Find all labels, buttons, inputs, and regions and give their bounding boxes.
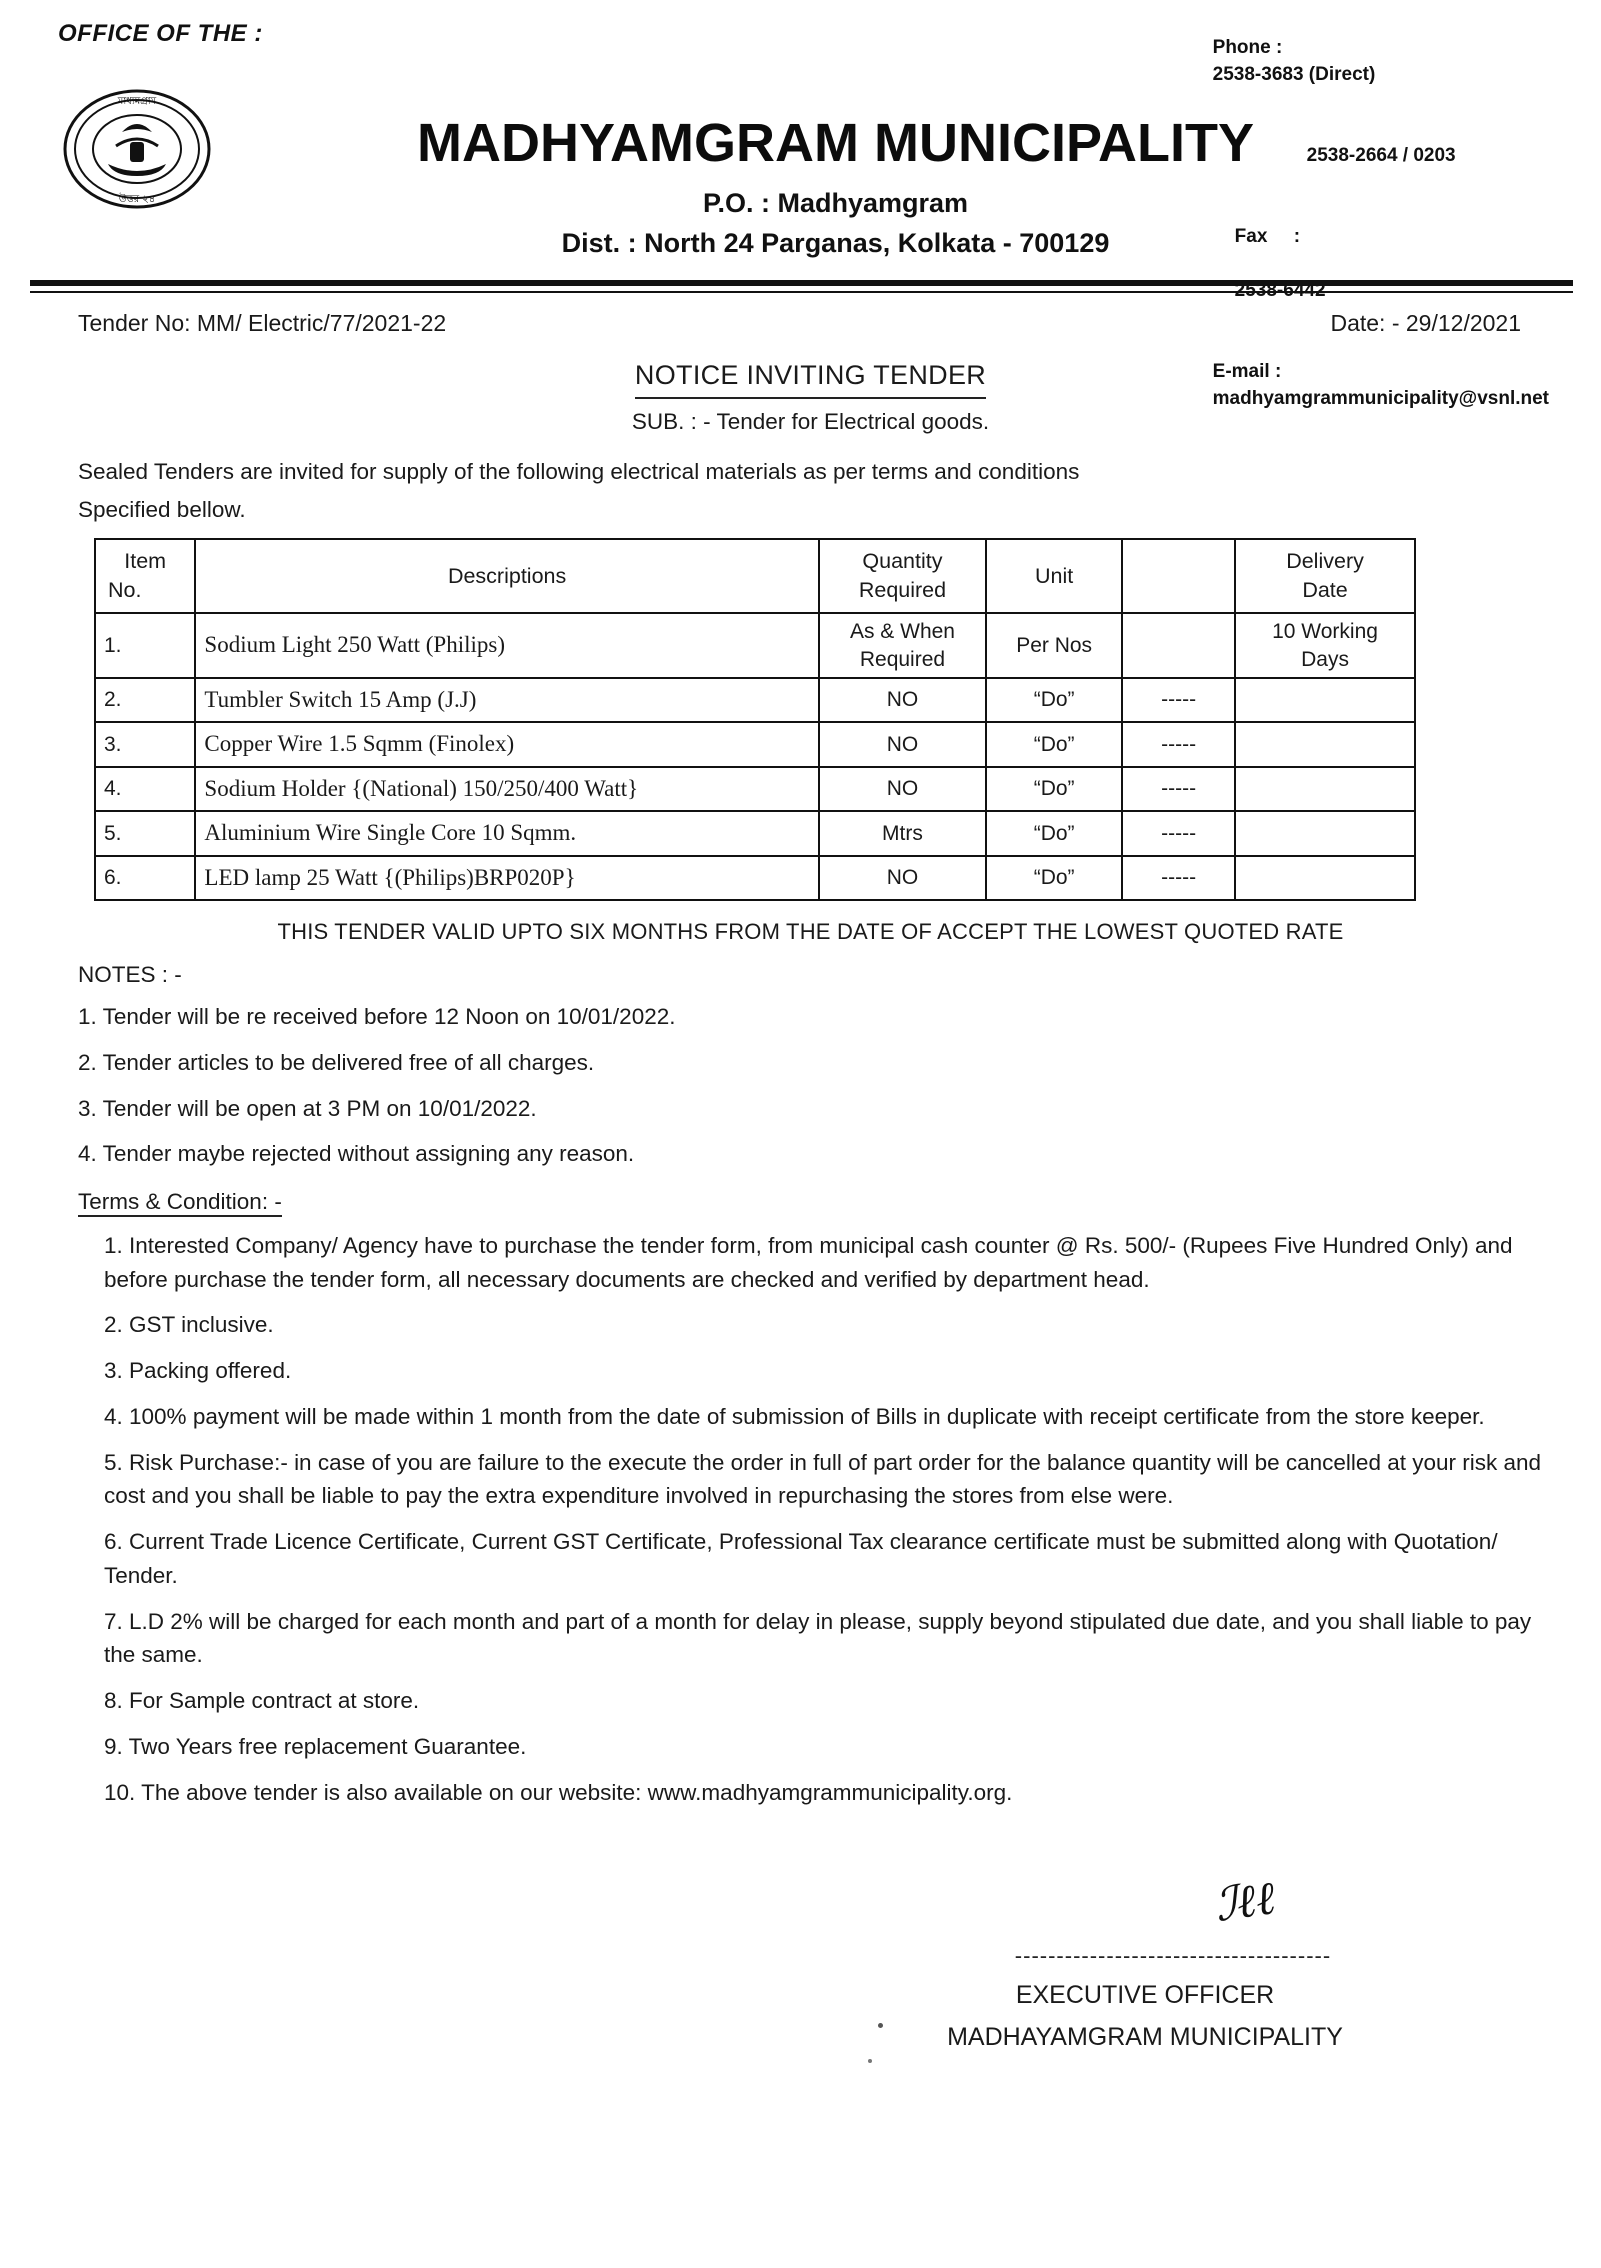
th-quantity-l1: Quantity <box>862 549 943 574</box>
th-quantity-l2: Required <box>858 578 947 603</box>
svg-text:মাধ্যমগ্রাম: মাধ্যমগ্রাম <box>117 96 157 107</box>
term-item: 6. Current Trade Licence Certificate, Current GST Certificate, Professional Tax clearance certificate must be submitted along with Quotation/ Tender. <box>104 1529 1498 1588</box>
contact-fax-label: Fax : <box>1234 225 1301 247</box>
tender-number: Tender No: MM/ Electric/77/2021-22 <box>78 310 447 336</box>
cell-description: Copper Wire 1.5 Sqmm (Finolex) <box>195 722 818 767</box>
cell-blank: ----- <box>1122 811 1235 856</box>
cell-quantity: NO <box>819 767 986 812</box>
items-table <box>94 538 1416 901</box>
cell-unit: “Do” <box>986 722 1122 767</box>
cell-delivery <box>1235 767 1415 812</box>
th-unit: Unit <box>986 539 1122 613</box>
municipality-name: MADHYAMGRAM MUNICIPALITY <box>417 113 1254 173</box>
note-item: 4. Tender maybe rejected without assigning any reason. <box>78 1141 635 1167</box>
page-title-text: NOTICE INVITING TENDER <box>635 355 986 400</box>
note-item: 2. Tender articles to be delivered free of all charges. <box>78 1049 595 1075</box>
svg-text:উত্তর ২৪: উত্তর ২৪ <box>118 194 156 205</box>
intro-line-1: Sealed Tenders are invited for supply of the following electrical materials as per terms and conditions <box>78 458 1080 484</box>
th-quantity <box>819 539 986 613</box>
table-header-row <box>95 539 1415 613</box>
page-title <box>78 355 1543 400</box>
cell-description: Sodium Holder {(National) 150/250/400 Watt} <box>195 767 818 812</box>
cell-delivery <box>1235 678 1415 723</box>
cell-item-no: 6. <box>95 856 195 901</box>
cell-description: Tumbler Switch 15 Amp (J.J) <box>195 678 818 723</box>
validity-line: THIS TENDER VALID UPTO SIX MONTHS FROM THE DATE OF ACCEPT THE LOWEST QUOTED RATE <box>277 919 1344 945</box>
term-item: 3. Packing offered. <box>104 1358 292 1384</box>
th-delivery-l1: Delivery <box>1286 549 1364 574</box>
cell-item-no: 4. <box>95 767 195 812</box>
cell-delivery <box>1235 613 1415 678</box>
term-item: 10. The above tender is also available on our website: www.madhyamgrammunicipality.org. <box>104 1779 1013 1805</box>
cell-quantity <box>819 613 986 678</box>
cell-description: LED lamp 25 Watt {(Philips)BRP020P} <box>195 856 818 901</box>
cell-unit: “Do” <box>986 856 1122 901</box>
signature-designation: EXECUTIVE OFFICER <box>1015 1981 1275 2010</box>
signature-block <box>78 1873 1543 2083</box>
cell-blank: ----- <box>1122 767 1235 812</box>
table-row <box>95 678 1415 723</box>
table-row <box>95 722 1415 767</box>
cell-quantity: NO <box>819 678 986 723</box>
tender-meta-row <box>78 306 1543 341</box>
contact-phone-row <box>1170 8 1549 116</box>
cell-delivery <box>1235 856 1415 901</box>
cell-blank: ----- <box>1122 678 1235 723</box>
cell-unit: “Do” <box>986 767 1122 812</box>
th-delivery-l2: Date <box>1302 578 1348 603</box>
signature-authority: MADHAYAMGRAM MUNICIPALITY <box>947 2023 1343 2052</box>
contact-phone-label: Phone : <box>1212 36 1283 58</box>
table-row <box>95 811 1415 856</box>
cell-quantity: Mtrs <box>819 811 986 856</box>
cell-quantity-l1: As & When <box>849 620 955 644</box>
table-row <box>95 767 1415 812</box>
cell-item-no: 2. <box>95 678 195 723</box>
table-row <box>95 856 1415 901</box>
term-item: 9. Two Years free replacement Guarantee. <box>104 1733 527 1759</box>
notes-heading: NOTES : - <box>78 962 182 988</box>
cell-description: Sodium Light 250 Watt (Philips) <box>195 613 818 678</box>
term-item: 5. Risk Purchase:- in case of you are failure to the execute the order in full of part order for the balance quantity will be cancelled at your risk and cost and you shall be liable to pay the extra expenditure involved in repurchasing the stores from else were. <box>104 1449 1542 1509</box>
term-item: 4. 100% payment will be made within 1 month from the date of submission of Bills in duplicate with receipt certificate from the store keeper. <box>104 1403 1485 1429</box>
cell-unit: “Do” <box>986 811 1122 856</box>
cell-blank <box>1122 613 1235 678</box>
terms-heading <box>78 1185 1543 1219</box>
terms-heading-text: Terms & Condition: - <box>78 1189 282 1217</box>
intro-line-2: Specified bellow. <box>78 496 246 522</box>
term-item: 7. L.D 2% will be charged for each month and part of a month for delay in please, supply beyond stipulated due date, and you shall liable to pay the same. <box>104 1608 1532 1668</box>
subject-line: SUB. : - Tender for Electrical goods. <box>631 409 990 434</box>
cell-unit: Per Nos <box>986 613 1122 678</box>
table-row <box>95 613 1415 678</box>
tender-date: Date: - 29/12/2021 <box>1330 310 1521 336</box>
cell-unit: “Do” <box>986 678 1122 723</box>
cell-description: Aluminium Wire Single Core 10 Sqmm. <box>195 811 818 856</box>
contact-phone-value: 2538-3683 (Direct) <box>1212 63 1376 85</box>
cell-item-no: 3. <box>95 722 195 767</box>
municipality-po: P.O. : Madhyamgram <box>702 188 969 218</box>
municipality-dist: Dist. : North 24 Parganas, Kolkata - 700129 <box>561 228 1110 258</box>
header-divider-thin <box>30 291 1573 293</box>
contact-email-label: E-mail : <box>1212 360 1282 382</box>
cell-quantity: NO <box>819 722 986 767</box>
cell-blank: ----- <box>1122 722 1235 767</box>
term-item: 8. For Sample contract at store. <box>104 1688 420 1714</box>
signature-scribble: ℐℓℓ <box>1211 1872 1279 1932</box>
th-item-no-l1: Item <box>124 549 167 574</box>
term-item: 1. Interested Company/ Agency have to purchase the tender form, from municipal cash counter @ Rs. 500/- (Rupees Five Hundred Only) and before purchase the tender form, all necessary documents are checked and verified by department head. <box>104 1232 1513 1292</box>
note-item: 3. Tender will be open at 3 PM on 10/01/2022. <box>78 1095 537 1121</box>
th-blank <box>1122 539 1235 613</box>
cell-delivery-l2: Days <box>1301 647 1349 671</box>
cell-delivery <box>1235 722 1415 767</box>
cell-delivery-l1: 10 Working <box>1272 620 1378 644</box>
th-descriptions: Descriptions <box>195 539 818 613</box>
document-body <box>0 306 1601 2083</box>
cell-quantity: NO <box>819 856 986 901</box>
cell-item-no: 1. <box>95 613 195 678</box>
note-item: 1. Tender will be re received before 12 Noon on 10/01/2022. <box>78 1004 676 1030</box>
contact-phone2-value: 2538-2664 / 0203 <box>1306 144 1456 166</box>
page-speck-b <box>868 2059 872 2063</box>
th-item-no-l2: No. <box>108 578 142 603</box>
cell-delivery <box>1235 811 1415 856</box>
contact-email-value: madhyamgrammunicipality@vsnl.net <box>1212 387 1549 409</box>
th-delivery-date <box>1235 539 1415 613</box>
th-item-no <box>95 539 195 613</box>
cell-blank: ----- <box>1122 856 1235 901</box>
office-of-the-label: OFFICE OF THE : <box>58 20 263 47</box>
cell-quantity-l2: Required <box>859 647 946 671</box>
term-item: 2. GST inclusive. <box>104 1312 274 1338</box>
cell-item-no: 5. <box>95 811 195 856</box>
header-divider-thick <box>30 280 1573 286</box>
signature-line: -------------------------------------- <box>1014 1943 1332 1969</box>
page-speck-a <box>878 2023 883 2028</box>
